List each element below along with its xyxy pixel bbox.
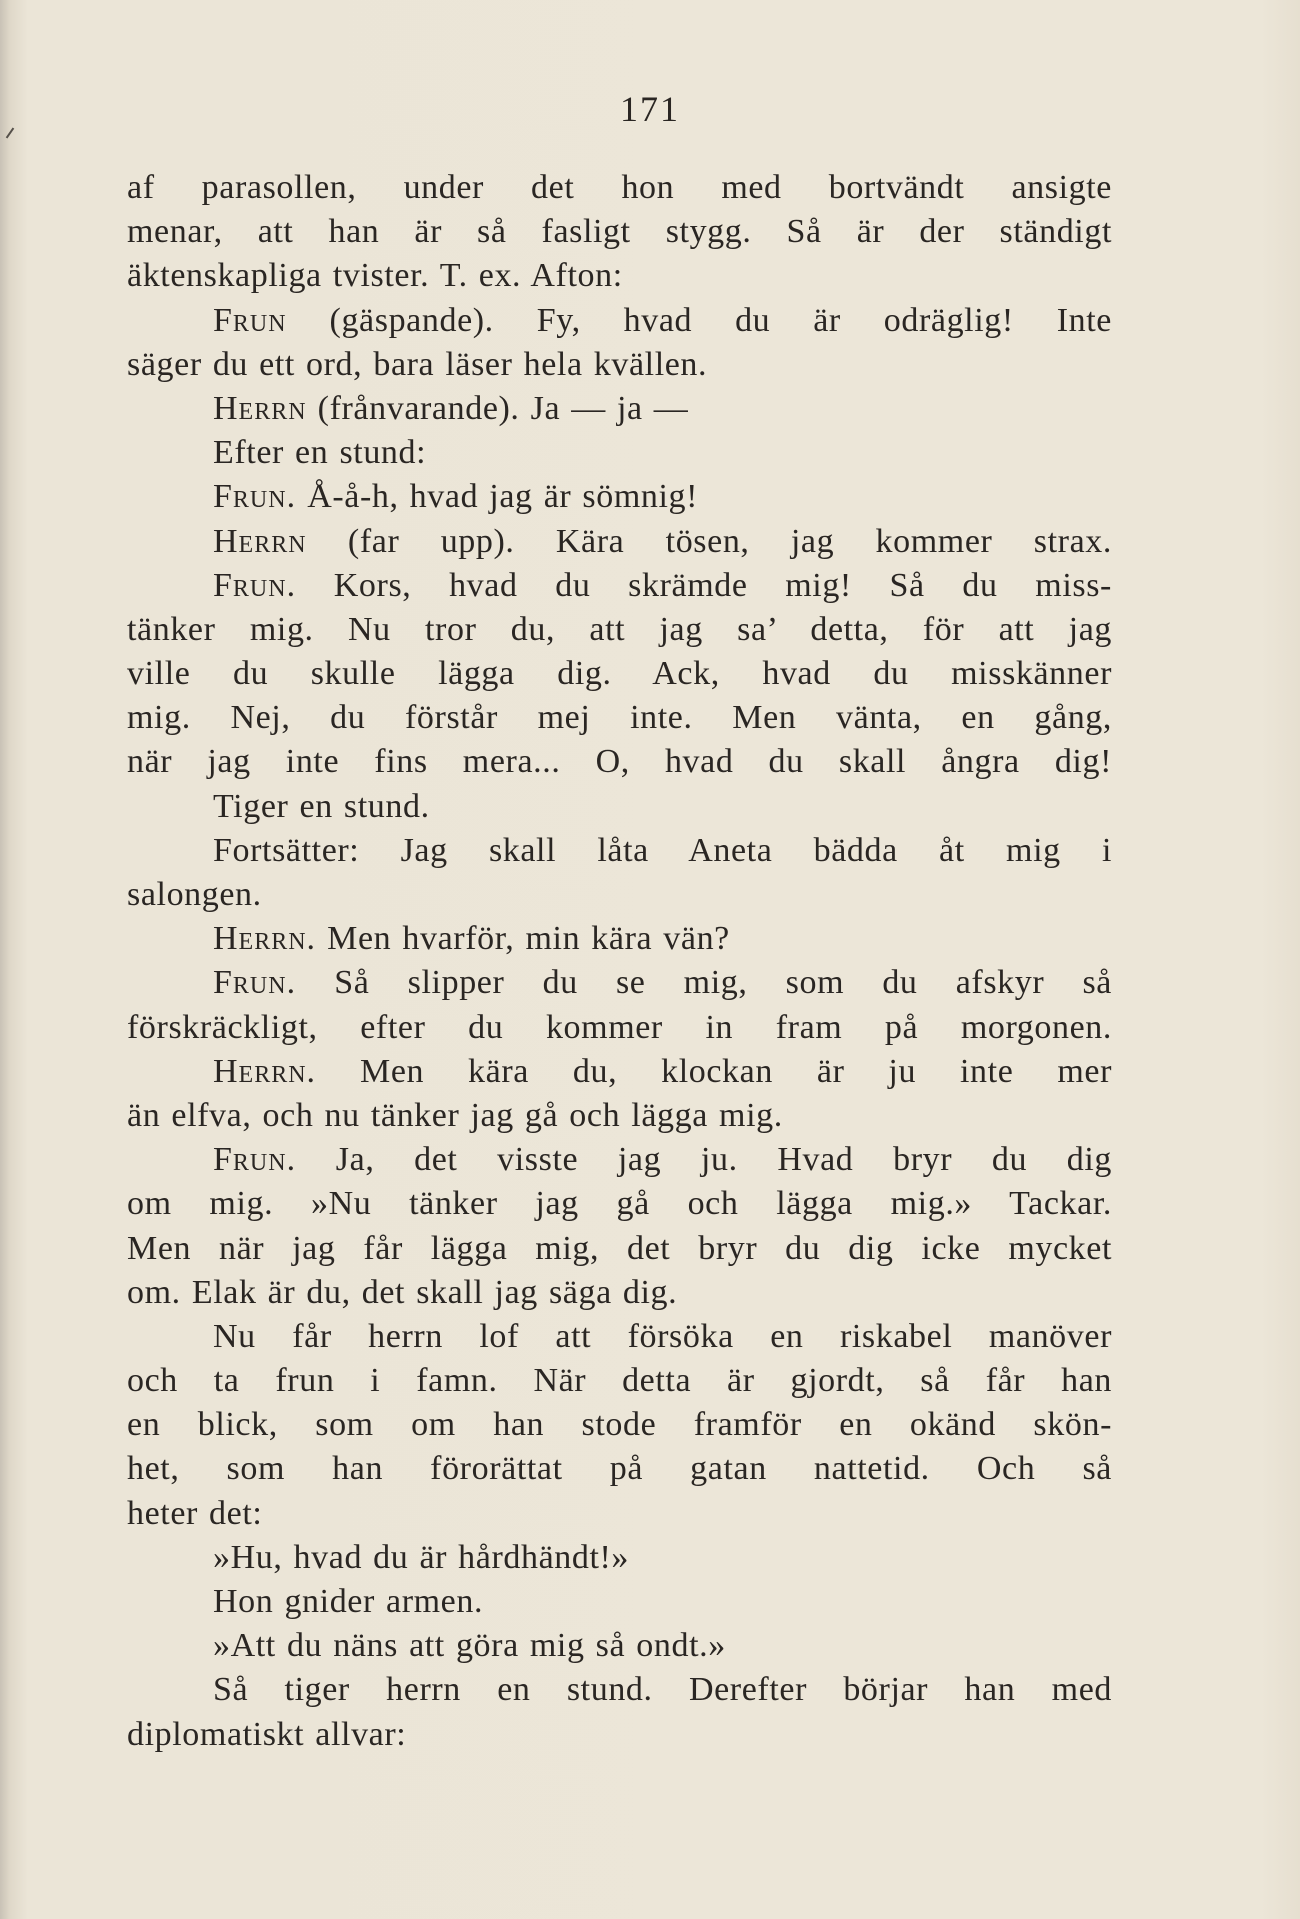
line-text: Så slipper du se mig, som du afskyr så	[296, 964, 1112, 1002]
text-line	[127, 564, 1112, 608]
line-text: Kors, hvad du skrämde mig! Så du miss-	[296, 566, 1112, 604]
speaker-name: Herrn.	[213, 1052, 317, 1090]
line-text: (far upp). Kära tösen, jag kommer strax.	[306, 522, 1112, 560]
line-text: diplomatiskt allvar:	[127, 1715, 407, 1753]
text-line	[127, 1536, 1112, 1580]
line-text: (frånvarande). Ja — ja —	[306, 389, 689, 427]
speaker-name: Frun.	[213, 1141, 297, 1179]
text-line	[127, 917, 1112, 961]
speaker-name: Frun.	[213, 566, 297, 604]
speaker-name: Herrn	[213, 389, 307, 427]
text-line	[127, 1624, 1112, 1668]
text-line	[127, 1271, 1112, 1315]
text-line	[127, 829, 1112, 873]
text-line	[127, 299, 1112, 343]
line-text: Men kära du, klockan är ju inte mer	[316, 1052, 1112, 1090]
line-text: Ja, det visste jag ju. Hvad bryr du dig	[296, 1141, 1112, 1179]
text-line	[127, 210, 1112, 254]
line-text: Men när jag får lägga mig, det bryr du dig icke mycket	[127, 1229, 1112, 1267]
line-text: och ta frun i famn. När detta är gjordt, så får han	[127, 1362, 1112, 1400]
text-line	[127, 387, 1112, 431]
line-text: än elfva, och nu tänker jag gå och lägga mig.	[127, 1096, 783, 1134]
text-line	[127, 1580, 1112, 1624]
line-text: heter det:	[127, 1494, 263, 1532]
text-line	[127, 1227, 1112, 1271]
text-line	[127, 1492, 1112, 1536]
line-text: salongen.	[127, 876, 262, 913]
line-text: Hon gnider armen.	[213, 1583, 484, 1620]
line-text: Tiger en stund.	[213, 787, 430, 825]
speaker-name: Frun.	[213, 964, 297, 1002]
line-text: Så tiger herrn en stund. Derefter börjar han med	[213, 1671, 1112, 1709]
line-text: Fortsätter: Jag skall låta Aneta bädda åt mig i	[213, 831, 1112, 869]
text-line	[127, 1138, 1112, 1182]
line-text: om. Elak är du, det skall jag säga dig.	[127, 1273, 678, 1311]
text-line	[127, 873, 1112, 917]
speaker-name: Frun	[213, 301, 287, 339]
text-line	[127, 1094, 1112, 1138]
text-line	[127, 652, 1112, 696]
text-line	[127, 1447, 1112, 1491]
line-text: menar, att han är så fasligt stygg. Så är der ständigt	[127, 213, 1112, 251]
speaker-name: Herrn	[213, 522, 307, 560]
text-line	[127, 785, 1112, 829]
line-text: äktenskapliga tvister. T. ex. Afton:	[127, 257, 623, 295]
line-text: ville du skulle lägga dig. Ack, hvad du misskänner	[127, 655, 1112, 693]
line-text: om mig. »Nu tänker jag gå och lägga mig.» Tackar.	[127, 1185, 1112, 1223]
line-text: Å-å-h, hvad jag är sömnig!	[296, 478, 699, 516]
line-text: säger du ett ord, bara läser hela kvällen.	[127, 345, 708, 383]
speaker-name: Frun.	[213, 478, 297, 516]
text-line	[127, 520, 1112, 564]
line-text: när jag inte fins mera... O, hvad du skall ångra dig!	[127, 743, 1112, 781]
text-line	[127, 1668, 1112, 1712]
line-text: mig. Nej, du förstår mej inte. Men vänta, en gång,	[127, 699, 1112, 737]
text-line	[127, 1315, 1112, 1359]
line-text: het, som han förorättat på gatan nattetid. Och så	[127, 1450, 1112, 1488]
speaker-name: Herrn.	[213, 920, 317, 958]
line-text: tänker mig. Nu tror du, att jag sa’ detta, för att jag	[127, 610, 1112, 648]
text-line	[127, 166, 1112, 210]
text-line	[127, 1006, 1112, 1050]
page-body-text	[127, 166, 1112, 1757]
text-line	[127, 740, 1112, 784]
line-text: Men hvarför, min kära vän?	[316, 920, 730, 958]
line-text: (gäspande). Fy, hvad du är odräglig! Inte	[286, 301, 1112, 339]
line-text: Efter en stund:	[213, 434, 427, 472]
text-line	[127, 254, 1112, 298]
line-text: en blick, som om han stode framför en okänd skön-	[127, 1406, 1112, 1444]
text-line	[127, 1182, 1112, 1226]
text-line	[127, 1359, 1112, 1403]
text-line	[127, 1403, 1112, 1447]
line-text: »Att du näns att göra mig så ondt.»	[213, 1627, 726, 1665]
page-number: 171	[620, 89, 680, 129]
line-text: af parasollen, under det hon med bortvändt ansigte	[127, 169, 1112, 206]
line-text: Nu får herrn lof att försöka en riskabel manöver	[213, 1317, 1112, 1355]
text-line	[127, 1050, 1112, 1094]
text-line	[127, 343, 1112, 387]
text-line	[127, 431, 1112, 475]
text-line	[127, 475, 1112, 519]
line-text: förskräckligt, efter du kommer in fram på morgonen.	[127, 1008, 1112, 1046]
text-line	[127, 1713, 1112, 1757]
line-text: »Hu, hvad du är hårdhändt!»	[213, 1538, 630, 1576]
text-line	[127, 961, 1112, 1005]
text-line	[127, 696, 1112, 740]
text-line	[127, 608, 1112, 652]
